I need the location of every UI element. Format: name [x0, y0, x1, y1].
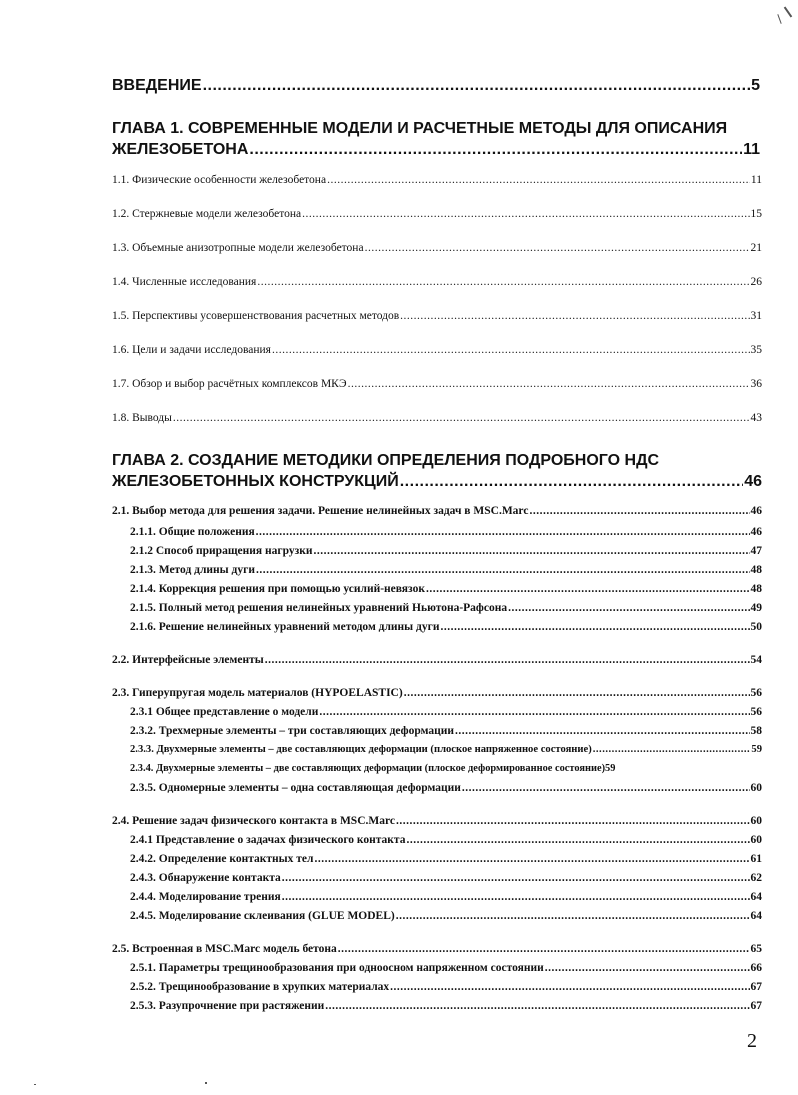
- toc-entry-title: 1.2. Стержневые модели железобетона: [112, 208, 302, 220]
- toc-entry-page: 36: [750, 378, 762, 390]
- dot-leader: [426, 583, 750, 595]
- toc-entry-page: 48: [750, 564, 762, 576]
- toc-entry-1-6[interactable]: [112, 344, 762, 356]
- dot-leader: [593, 744, 751, 755]
- toc-entry-2-4-3[interactable]: [130, 872, 762, 884]
- toc-entry-page: 54: [750, 654, 762, 666]
- dot-leader: [282, 891, 750, 903]
- dot-leader: [404, 687, 750, 699]
- toc-entry-page: 15: [750, 208, 762, 220]
- toc-entry-title: 2.3.2. Трехмерные элементы – три составляющих деформации: [130, 725, 454, 737]
- toc-entry-2-5-1[interactable]: [130, 962, 762, 974]
- dot-leader: [327, 174, 750, 186]
- toc-entry-page: 35: [750, 344, 762, 356]
- toc-entry-page: 62: [750, 872, 762, 884]
- toc-entry-2-1-2[interactable]: [130, 545, 762, 557]
- toc-entry-2-5-2[interactable]: [130, 981, 762, 993]
- dot-leader: [282, 872, 750, 884]
- toc-entry-page: 47: [750, 545, 762, 557]
- toc-entry-page: 26: [750, 276, 762, 288]
- dot-leader: [390, 981, 749, 993]
- toc-entry-title: 2.3.1 Общее представление о модели: [130, 706, 319, 718]
- toc-entry-page: 46: [750, 526, 762, 538]
- toc-entry-page: 48: [750, 583, 762, 595]
- ch1-title-line2: ЖЕЛЕЗОБЕТОНА: [112, 141, 249, 158]
- toc-entry-page: 61: [750, 853, 762, 865]
- toc-intro-title: ВВЕДЕНИЕ: [112, 77, 202, 94]
- toc-entry-title: 2.2. Интерфейсные элементы: [112, 654, 264, 666]
- toc-entry-2-4-4[interactable]: [130, 891, 762, 903]
- dot-leader: [365, 242, 750, 254]
- toc-entry-title: 2.1.6. Решение нелинейных уравнений методом длины дуги: [130, 621, 440, 633]
- dot-leader: [265, 654, 750, 666]
- toc-entry-page: 11: [750, 174, 762, 186]
- toc-entry-1-7[interactable]: [112, 378, 762, 390]
- dot-leader: [440, 621, 749, 633]
- toc-entry-title: 2.4.5. Моделирование склеивания (GLUE MODEL): [130, 910, 395, 922]
- toc-entry-title: 2.4. Решение задач физического контакта в MSC.Marc: [112, 815, 395, 827]
- toc-entry-2-3-2[interactable]: [130, 725, 762, 737]
- toc-entry-title: 2.3.5. Одномерные элементы – одна составляющая деформации: [130, 782, 461, 794]
- toc-entry-2-3-1[interactable]: [130, 706, 762, 718]
- dot-leader: [462, 782, 750, 794]
- toc-entry-1-5[interactable]: [112, 310, 762, 322]
- toc-entry-title: 2.3.3. Двухмерные элементы – две составляющих деформации (плоское напряженное состояние): [130, 744, 592, 755]
- toc-entry-title: 2.1. Выбор метода для решения задачи. Решение нелинейных задач в MSC.Marc: [112, 505, 529, 517]
- toc-entry-2-1-1[interactable]: [130, 526, 762, 538]
- toc-entry-title: 2.3.4. Двухмерные элементы – две составляющих деформации (плоское деформированное состояние): [130, 763, 606, 774]
- toc-entry-2-4-1[interactable]: [130, 834, 762, 846]
- dot-leader: [256, 564, 750, 576]
- scan-mark: [777, 14, 781, 24]
- ch1-page: 11: [743, 141, 760, 158]
- toc-entry-title: 2.5.2. Трещинообразование в хрупких материалах: [130, 981, 390, 993]
- toc-entry-page: 58: [750, 725, 762, 737]
- toc-entry-page: 46: [750, 505, 762, 517]
- toc-entry-2-1-4[interactable]: [130, 583, 762, 595]
- toc-entry-page: 50: [750, 621, 762, 633]
- toc-entry-2-4[interactable]: [112, 815, 762, 827]
- toc-entry-page: 60: [750, 815, 762, 827]
- dot-leader: [455, 725, 750, 737]
- toc-entry-2-1-6[interactable]: [130, 621, 762, 633]
- toc-entry-page: 59: [605, 763, 616, 774]
- toc-ch1[interactable]: [112, 141, 760, 159]
- dot-leader: [396, 815, 750, 827]
- toc-entry-2-4-2[interactable]: [130, 853, 762, 865]
- toc-entry-title: 2.4.1 Представление о задачах физического контакта: [130, 834, 406, 846]
- dot-leader: [256, 526, 750, 538]
- toc-entry-title: 2.1.3. Метод длины дуги: [130, 564, 255, 576]
- toc-entry-title: 1.4. Численные исследования: [112, 276, 257, 288]
- toc-entry-page: 56: [750, 706, 762, 718]
- toc-entry-title: 2.1.1. Общие положения: [130, 526, 255, 538]
- toc-entry-page: 49: [750, 602, 762, 614]
- dot-leader: [400, 310, 749, 322]
- scan-mark: [205, 1082, 207, 1084]
- toc-entry-2-3[interactable]: [112, 687, 762, 699]
- toc-entry-1-1[interactable]: [112, 174, 762, 186]
- toc-entry-1-8[interactable]: [112, 412, 762, 424]
- toc-entry-2-4-5[interactable]: [130, 910, 762, 922]
- ch2-title-line2: ЖЕЛЕЗОБЕТОННЫХ КОНСТРУКЦИЙ: [112, 473, 399, 490]
- dot-leader: [396, 910, 750, 922]
- toc-entry-2-5[interactable]: [112, 943, 762, 955]
- ch2-title-line1: ГЛАВА 2. СОЗДАНИЕ МЕТОДИКИ ОПРЕДЕЛЕНИЯ ПОДРОБНОГО НДС: [112, 452, 660, 469]
- dot-leader: [406, 834, 749, 846]
- toc-entry-page: 66: [750, 962, 762, 974]
- toc-entry-2-3-5[interactable]: [130, 782, 762, 794]
- toc-entry-title: 2.1.2 Способ приращения нагрузки: [130, 545, 313, 557]
- dot-leader: [257, 276, 749, 288]
- toc-entry-page: 21: [750, 242, 762, 254]
- toc-entry-page: 67: [750, 1000, 762, 1012]
- toc-entry-page: 31: [750, 310, 762, 322]
- toc-entry-title: 1.8. Выводы: [112, 412, 172, 424]
- dot-leader: [272, 344, 750, 356]
- toc-entry-title: 1.6. Цели и задачи исследования: [112, 344, 271, 356]
- toc-entry-page: 67: [750, 981, 762, 993]
- ch1-title-line1: ГЛАВА 1. СОВРЕМЕННЫЕ МОДЕЛИ И РАСЧЕТНЫЕ МЕТОДЫ ДЛЯ ОПИСАНИЯ: [112, 120, 728, 137]
- toc-intro-page: 5: [751, 77, 760, 94]
- dot-leader: [338, 943, 750, 955]
- dot-leader: [400, 473, 743, 491]
- toc-entry-title: 2.3. Гиперупругая модель материалов (HYPOELASTIC): [112, 687, 403, 699]
- toc-entry-2-3-4[interactable]: [130, 763, 764, 774]
- dot-leader: [545, 962, 750, 974]
- toc-entry-title: 2.4.4. Моделирование трения: [130, 891, 281, 903]
- page-number: 2: [747, 1030, 757, 1052]
- toc-entry-2-5-3[interactable]: [130, 1000, 762, 1012]
- toc-entry-title: 1.5. Перспективы усовершенствования расчетных методов: [112, 310, 400, 322]
- toc-entry-page: 64: [750, 910, 762, 922]
- toc-entry-page: 56: [750, 687, 762, 699]
- ch2-page: 46: [744, 473, 762, 490]
- toc-entry-page: 60: [750, 834, 762, 846]
- toc-entry-2-1-5[interactable]: [130, 602, 762, 614]
- toc-entry-page: 65: [750, 943, 762, 955]
- toc-intro[interactable]: [112, 77, 760, 95]
- toc-entry-title: 2.5. Встроенная в MSC.Marc модель бетона: [112, 943, 337, 955]
- toc-entry-title: 2.1.5. Полный метод решения нелинейных уравнений Ньютона-Рафсона: [130, 602, 508, 614]
- toc-ch2[interactable]: [112, 473, 762, 491]
- dot-leader: [203, 77, 751, 95]
- toc-entry-title: 1.1. Физические особенности железобетона: [112, 174, 327, 186]
- dot-leader: [173, 412, 750, 424]
- scan-mark: [784, 7, 793, 18]
- toc-entry-title: 2.5.1. Параметры трещинообразования при одноосном напряженном состоянии: [130, 962, 544, 974]
- dot-leader: [313, 545, 749, 557]
- dot-leader: [314, 853, 749, 865]
- toc-entry-title: 2.4.3. Обнаружение контакта: [130, 872, 281, 884]
- toc-entry-title: 1.3. Объемные анизотропные модели железобетона: [112, 242, 364, 254]
- toc-entry-2-1-3[interactable]: [130, 564, 762, 576]
- dot-leader: [302, 208, 749, 220]
- toc-entry-2-2[interactable]: [112, 654, 762, 666]
- toc-entry-title: 2.1.4. Коррекция решения при помощью усилий-невязок: [130, 583, 425, 595]
- toc-entry-page: 59: [751, 744, 762, 755]
- toc-entry-1-4[interactable]: [112, 276, 762, 288]
- dot-leader: [348, 378, 750, 390]
- toc-entry-page: 64: [750, 891, 762, 903]
- toc-entry-1-2[interactable]: [112, 208, 762, 220]
- toc-entry-title: 2.5.3. Разупрочнение при растяжении: [130, 1000, 325, 1012]
- toc-entry-title: 1.7. Обзор и выбор расчётных комплексов МКЭ: [112, 378, 347, 390]
- dot-leader: [508, 602, 749, 614]
- toc-entry-2-1[interactable]: [112, 505, 762, 517]
- scan-mark: [34, 1084, 36, 1085]
- dot-leader: [249, 141, 742, 159]
- toc-entry-page: 60: [750, 782, 762, 794]
- dot-leader: [325, 1000, 749, 1012]
- toc-entry-1-3[interactable]: [112, 242, 762, 254]
- dot-leader: [529, 505, 749, 517]
- toc-entry-2-3-3[interactable]: [130, 744, 762, 755]
- toc-entry-title: 2.4.2. Определение контактных тел: [130, 853, 314, 865]
- dot-leader: [319, 706, 749, 718]
- toc-entry-page: 43: [750, 412, 762, 424]
